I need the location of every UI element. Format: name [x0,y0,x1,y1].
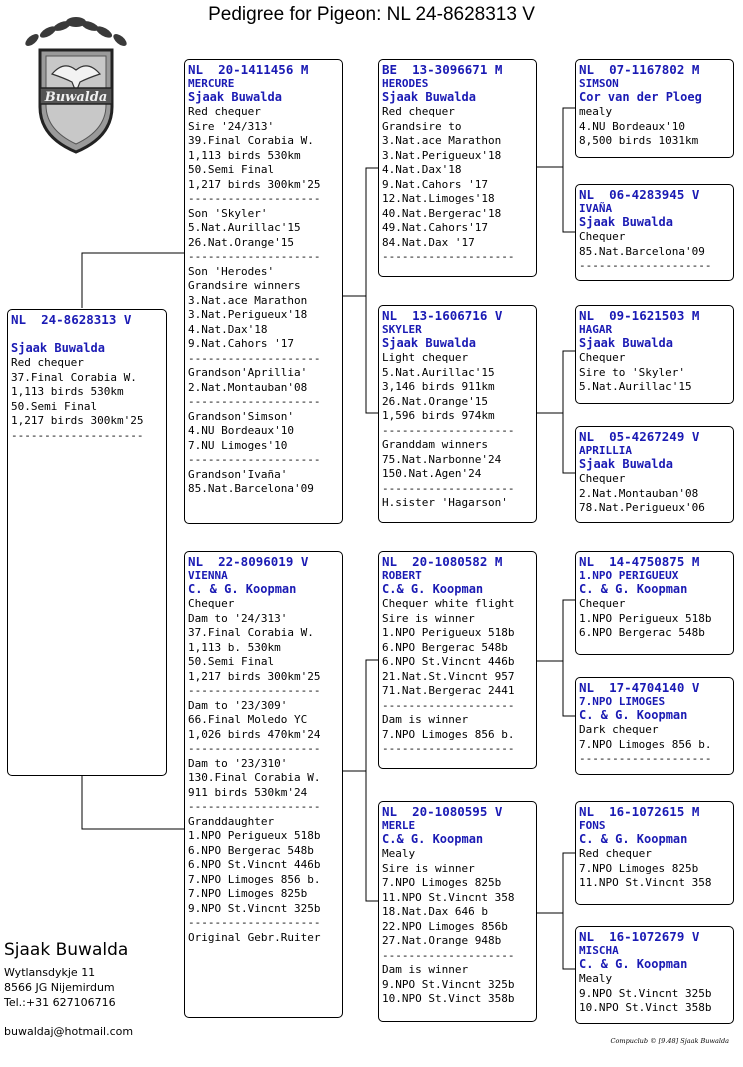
pigeon-box-dam[interactable] [184,551,343,1018]
info-line: 7.NPO Limoges 825b [188,887,308,900]
info-line: Light chequer [382,351,469,364]
info-line: 8,500 birds 1031km [579,134,699,147]
logo-text: Buwalda [44,90,108,105]
pigeon-box-dam-sire[interactable] [378,551,537,769]
info-line: Grandsire winners [188,279,301,292]
info-line: Red chequer [382,105,455,118]
info-line: 7.NPO Limoges 856 b. [579,737,712,751]
info-line: Dam to '23/310' [188,756,288,770]
info-line: -------------------- [11,428,144,442]
info-line: Sire '24/313' [188,119,275,133]
info-line: Chequer [188,597,235,610]
info-line: 50.Semi Final [188,655,275,668]
info-line: 3.Nat.ace Marathon [382,134,502,147]
breeder-name: C. & G. Koopman [188,582,297,596]
info-line: 3,146 birds 911km [382,380,495,393]
info-line: Mealy [382,847,416,860]
ring-number: NL 07-1167802 M [579,62,700,77]
info-line: Dam to '23/309' [188,698,288,712]
info-line: -------------------- [579,752,712,765]
ring-number: NL 22-8096019 V [188,554,309,569]
info-line: 66.Final Moledo YC [188,713,308,726]
pigeon-box-sire-dam[interactable] [378,305,537,523]
info-line: 3.Nat.Perigueux'18 [382,148,502,162]
owner-email[interactable]: buwaldaj@hotmail.com [4,1025,134,1038]
pigeon-name: HERODES [382,77,429,90]
ring-number: NL 14-4750875 M [579,554,700,569]
breeder-name: C.& G. Koopman [382,832,484,846]
info-line: 1,217 birds 300km'25 [188,177,321,191]
owner-phone: Tel.:+31 627106716 [4,996,116,1009]
info-line: Chequer [579,230,626,243]
info-line: 9.NPO St.Vincnt 325b [579,986,712,1000]
breeder-name: C. & G. Koopman [579,582,688,596]
info-line: 7.NU Limoges'10 [188,438,288,452]
info-line: 4.Nat.Dax'18 [188,322,268,336]
info-line: 1,113 b. 530km [188,640,281,654]
info-line: 84.Nat.Dax '17 [382,235,475,249]
info-line: 1,113 birds 530km [11,385,124,398]
info-line: 3.Nat.ace Marathon [188,293,308,307]
info-line: 1,113 birds 530km [188,148,301,162]
info-line: Dam is winner [382,963,469,976]
pigeon-name: 7.NPO LIMOGES [579,695,666,708]
info-line: Granddam winners [382,438,488,451]
info-line: -------------------- [188,916,321,929]
info-line: Original Gebr.Ruiter [188,930,321,944]
info-line: Grandsire to [382,119,462,133]
info-line: -------------------- [188,351,321,365]
info-line: 7.NPO Limoges 825b [579,861,699,875]
info-line: 4.NU Bordeaux'10 [188,424,294,437]
info-line: 21.Nat.St.Vincnt 957 [382,669,515,683]
info-line: 9.Nat.Cahors '17 [382,177,488,191]
pigeon-box-dss[interactable] [575,551,734,655]
breeder-name: Sjaak Buwalda [382,336,476,350]
breeder-name: C. & G. Koopman [579,832,688,846]
info-line: Mealy [579,972,613,985]
info-line: Red chequer [11,356,84,369]
breeder-name: Cor van der Ploeg [579,90,702,104]
breeder-name: Sjaak Buwalda [579,457,673,471]
pigeon-name: HAGAR [579,323,613,336]
info-line: -------------------- [382,481,515,495]
info-line: 1.NPO Perigueux 518b [382,626,515,639]
info-line: 1,217 birds 300km'25 [11,414,144,427]
ring-number: NL 24-8628313 V [11,312,132,327]
breeder-name: Sjaak Buwalda [188,90,282,104]
info-line: 6.NPO St.Vincnt 446b [188,858,321,871]
pigeon-name: MERCURE [188,77,235,90]
info-line: Dam is winner [382,713,469,726]
info-line: 6.NPO Bergerac 548b [382,640,508,654]
breeder-name: Sjaak Buwalda [579,336,673,350]
breeder-name: Sjaak Buwalda [11,341,105,355]
info-line: 75.Nat.Narbonne'24 [382,452,502,466]
pigeon-box-dsd[interactable] [575,677,734,775]
pigeon-name: IVAÑA [579,202,613,215]
info-line: 39.Final Corabia W. [188,134,314,147]
info-line: Grandson'Simson' [188,409,294,423]
pigeon-name: SIMSON [579,77,619,90]
pigeon-name: 1.NPO PERIGUEUX [579,569,679,582]
info-line: 9.Nat.Cahors '17 [188,337,294,350]
info-line: 10.NPO St.Vinct 358b [382,992,515,1005]
info-line: 37.Final Corabia W. [188,626,314,639]
info-line: 11.NPO St.Vincnt 358 [382,890,515,904]
ring-number: NL 06-4283945 V [579,187,700,202]
info-line: 40.Nat.Bergerac'18 [382,206,502,220]
info-line: Red chequer [579,847,652,860]
info-line: 85.Nat.Barcelona'09 [188,482,314,495]
info-line: 4.Nat.Dax'18 [382,163,462,176]
owner-name: Sjaak Buwalda [4,940,129,960]
info-line: 37.Final Corabia W. [11,370,137,384]
info-line: 5.Nat.Aurillac'15 [579,380,692,393]
info-line: -------------------- [382,742,515,755]
info-line: Son 'Skyler' [188,206,268,220]
info-line: Grandson'Ivaña' [188,467,288,481]
info-line: -------------------- [579,259,712,272]
info-line: 50.Semi Final [11,399,98,413]
pigeon-box-ddd[interactable] [575,926,734,1024]
info-line: 78.Nat.Perigueux'06 [579,501,705,514]
pigeon-name: APRILLIA [579,444,632,457]
owner-address-line1: Wytlansdykje 11 [4,966,96,979]
breeder-name: C.& G. Koopman [382,582,484,596]
ring-number: BE 13-3096671 M [382,62,503,77]
info-line: Dam to '24/313' [188,611,288,625]
pigeon-box-ssd[interactable] [575,184,734,281]
info-line: 911 birds 530km'24 [188,785,308,799]
info-line: -------------------- [188,800,321,813]
info-line: Dark chequer [579,723,659,736]
ring-number: NL 13-1606716 V [382,308,503,323]
info-line: 3.Nat.Perigueux'18 [188,308,308,321]
footer-credit: Compuclub © [9.48] Sjaak Buwalda [610,1037,729,1045]
info-line: 18.Nat.Dax 646 b [382,905,488,918]
info-line: 26.Nat.Orange'15 [188,235,294,249]
info-line: 26.Nat.Orange'15 [382,394,488,408]
info-line: -------------------- [188,192,321,205]
info-line: Sire is winner [382,861,475,875]
info-line: 7.NPO Limoges 856 b. [188,872,321,886]
info-line: -------------------- [382,423,515,437]
info-line: -------------------- [382,250,515,263]
info-line: 71.Nat.Bergerac 2441 [382,684,515,697]
pigeon-box-subject[interactable] [7,309,167,776]
info-line: 9.NPO St.Vincnt 325b [188,901,321,915]
info-line: -------------------- [188,742,321,755]
info-line: 5.Nat.Aurillac'15 [382,365,495,379]
info-line: 27.Nat.Orange 948b [382,934,502,947]
info-line: Sire is winner [382,611,475,625]
ring-number: NL 16-1072679 V [579,929,700,944]
pigeon-name: MISCHA [579,944,619,957]
ring-number: NL 16-1072615 M [579,804,700,819]
info-line: 2.Nat.Montauban'08 [188,380,308,394]
ring-number: NL 20-1080595 V [382,804,503,819]
breeder-name: Sjaak Buwalda [382,90,476,104]
info-line: 7.NPO Limoges 825b [382,876,502,889]
info-line: 50.Semi Final [188,163,275,176]
ring-number: NL 09-1621503 M [579,308,700,323]
info-line: 49.Nat.Cahors'17 [382,221,488,234]
info-line: 1.NPO Perigueux 518b [579,611,712,625]
ring-number: NL 20-1080582 M [382,554,503,569]
info-line: -------------------- [382,698,515,712]
info-line: Son 'Herodes' [188,264,275,278]
info-line: -------------------- [188,250,321,263]
pigeon-name: VIENNA [188,569,228,582]
info-line: 11.NPO St.Vincnt 358 [579,876,712,889]
info-line: 22.NPO Limoges 856b [382,919,508,933]
pigeon-box-sds[interactable] [575,305,734,404]
info-line: 1,596 birds 974km [382,409,495,422]
pigeon-box-sire[interactable] [184,59,343,524]
info-line: 4.NU Bordeaux'10 [579,119,685,133]
info-line: Chequer [579,472,626,485]
info-line: 9.NPO St.Vincnt 325b [382,977,515,991]
pigeon-box-dam-dam[interactable] [378,801,537,1022]
pigeon-box-sss[interactable] [575,59,734,158]
info-line: Granddaughter [188,814,275,828]
page-title: Pedigree for Pigeon: NL 24-8628313 V [208,4,535,25]
info-line: 150.Nat.Agen'24 [382,467,482,480]
info-line: 6.NPO St.Vincnt 446b [382,655,515,668]
info-line: 85.Nat.Barcelona'09 [579,244,705,258]
info-line: Grandson'Aprillia' [188,366,308,379]
info-line: Red chequer [188,105,261,118]
info-line: Chequer [579,351,626,364]
info-line: -------------------- [188,684,321,697]
ring-number: NL 05-4267249 V [579,429,700,444]
info-line: H.sister 'Hagarson' [382,496,508,509]
breeder-name: Sjaak Buwalda [579,215,673,229]
info-line: -------------------- [188,453,321,466]
pigeon-box-sdd[interactable] [575,426,734,523]
info-line: 10.NPO St.Vinct 358b [579,1001,712,1014]
info-line: 6.NPO Bergerac 548b [579,626,705,639]
breeder-name: C. & G. Koopman [579,957,688,971]
info-line: 12.Nat.Limoges'18 [382,192,495,205]
info-line: 7.NPO Limoges 856 b. [382,727,515,741]
ring-number: NL 17-4704140 V [579,680,700,695]
info-line: Chequer white flight [382,597,515,610]
info-line: Chequer [579,597,626,610]
pigeon-name: MERLE [382,819,416,832]
pigeon-box-sire-sire[interactable] [378,59,537,277]
info-line: -------------------- [382,948,515,962]
pigeon-name: SKYLER [382,323,422,336]
pigeon-name: FONS [579,819,606,832]
info-line: 2.Nat.Montauban'08 [579,486,699,500]
info-line: -------------------- [188,395,321,408]
info-line: 1,217 birds 300km'25 [188,669,321,683]
info-line: 5.Nat.Aurillac'15 [188,221,301,234]
info-line: mealy [579,105,613,118]
info-line: 130.Final Corabia W. [188,771,321,784]
breeder-name: C. & G. Koopman [579,708,688,722]
info-line: 1,026 birds 470km'24 [188,727,321,741]
info-line: 1.NPO Perigueux 518b [188,829,321,842]
ring-number: NL 20-1411456 M [188,62,309,77]
pigeon-box-dds[interactable] [575,801,734,905]
info-line: 6.NPO Bergerac 548b [188,843,314,857]
info-line: Sire to 'Skyler' [579,365,685,379]
owner-address-line2: 8566 JG Nijemirdum [4,981,115,994]
pigeon-name: ROBERT [382,569,422,582]
